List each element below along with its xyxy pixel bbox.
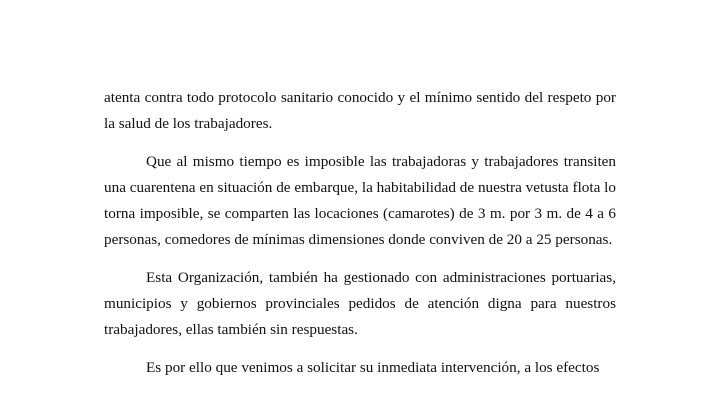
paragraph-gap <box>104 137 616 149</box>
paragraph-request: Es por ello que venimos a solicitar su inmediata intervención, a los efectos <box>146 359 600 376</box>
paragraph-organization: Esta Organización, también ha gestionado con administraciones portuarias, municipios y gobiernos provinciales pedidos de atención digna para nuestros trabajadores, ellas también sin respuestas. <box>104 269 616 338</box>
paragraph-gap <box>104 343 616 355</box>
document-body <box>104 85 616 381</box>
paragraph-quarantine: Que al mismo tiempo es imposible las trabajadoras y trabajadores transiten una cuarentena en situación de embarque, la habitabilidad de nuestra vetusta flota lo torna imposible, se comparten las locaciones (camarotes) de 3 m. por 3 m. de 4 a 6 personas, comedores de mínimas dimensiones donde conviven de 20 a 25 personas. <box>104 153 616 248</box>
paragraph-gap <box>104 253 616 265</box>
paragraph-continuation: atenta contra todo protocolo sanitario conocido y el mínimo sentido del respeto por la salud de los trabajadores. <box>104 89 616 132</box>
